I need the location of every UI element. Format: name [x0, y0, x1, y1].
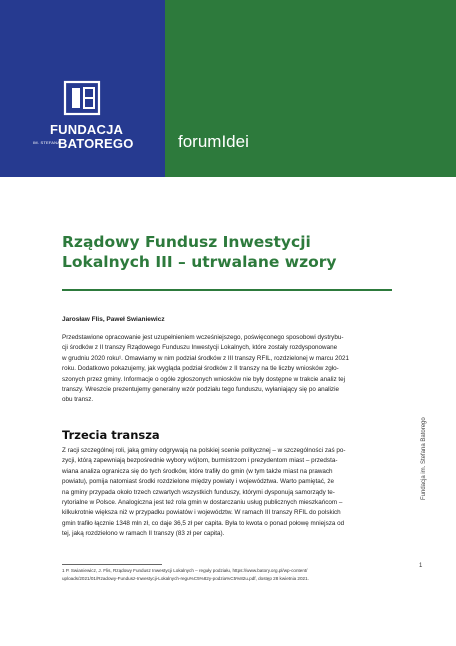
text-line: Przedstawione opracowanie jest uzupełnieniem wcześniejszego, poświęconego sposobowi dystrybu- — [62, 334, 344, 341]
text-line: obu transz. — [62, 396, 94, 404]
text-line: w grudniu 2020 roku¹. Omawiamy w nim podział środków z III transzy RFIL, rozdzielonej w marcu 2021 — [62, 354, 349, 362]
text-line: gmin trafiło łącznie 1348 mln zł, co daje 36,5 zł per capita. Była to kwota o ponad połowę mniejsza od — [62, 519, 345, 527]
footnote — [62, 567, 402, 583]
title-line: Lokalnych III – utrwalane wzory — [62, 253, 337, 271]
text-line: na gminy przypada około trzech czwartych wszystkich funduszy, którymi dysponują samorządy te- — [62, 488, 335, 496]
side-label-text: Fundacja im. Stefana Batorego — [421, 417, 427, 500]
section-heading: Trzecia transza — [62, 428, 160, 442]
footnote-line: 1 P. Swianiewicz, J. Flis, Rządowy Fundusz Inwestycji Lokalnych – reguły podziału, https://www.batory.org.pl/wp-content/ — [62, 568, 308, 573]
text-line: Z racji szczególnej roli, jaką gminy odgrywają na polskiej scenie politycznej – w szczególności zaś po- — [62, 447, 346, 454]
page-number: 1 — [419, 563, 423, 569]
text-line: wiana analiza ogranicza się do tych środków, które trafiły do gmin (w tym także miast na prawach — [62, 467, 333, 475]
text-line: roku. Dodatkowo pokazujemy, jak wygląda podział środków z II transzy na tle liczby wniosków zgło- — [62, 365, 339, 373]
section-paragraph — [62, 446, 394, 540]
text-line: szonych przez gminy. Informacje o ogóle zgłoszonych wniosków nie były dostępne w trakcie analiz tej — [62, 375, 346, 383]
title-divider — [62, 289, 392, 291]
intro-paragraph — [62, 333, 394, 406]
footnote-divider — [62, 564, 162, 565]
brand-forumidei: forumIdei — [178, 132, 249, 151]
text-line: tej, jaką rozdzielono w ramach II transzy (83 zł per capita). — [62, 530, 225, 538]
authors: Jarosław Flis, Paweł Swianiewicz — [62, 316, 165, 323]
logo-text-im-stefana: IM. STEFANA — [33, 140, 61, 145]
side-label — [421, 417, 431, 510]
text-line: kilkukrotnie większa niż w przypadku powiatów i województw. W ramach III transzy RFIL do polskich — [62, 509, 341, 517]
text-line: rytorialne w Polsce. Analogiczna jest też rola gmin w dostarczaniu usług publicznych mieszkańcom – — [62, 499, 343, 507]
text-line: powiatu), pomija natomiast środki rozdzielone między powiaty i województwa. Warto pamiętać, że — [62, 478, 335, 486]
text-line: zycji, którą zapewniają bezpośrednie wybory wójtom, burmistrzom i prezydentom miast – przedsta- — [62, 457, 338, 465]
text-line: cji środków z II transzy Rządowego Funduszu Inwestycji Lokalnych, które zostały rozdysponowane — [62, 344, 338, 352]
logo-text-fundacja: FUNDACJA — [50, 122, 124, 137]
title-line: Rządowy Fundusz Inwestycji — [62, 233, 311, 251]
document-title — [62, 232, 362, 272]
text-line: transzy. Wreszcie prezentujemy generalny wzór podziału tego funduszu, wyłaniający się po analizie — [62, 386, 339, 394]
logo-text-batorego: BATOREGO — [58, 136, 134, 151]
foundation-logo-icon — [63, 80, 101, 116]
footnote-line: uploads/2021/01/Rzadowy-Fundusz-Inwestycji-Lokalnych-regu%C5%82y-podzia%C5%82u.pdf, dostęp 28 kwietnia 2021. — [62, 576, 309, 581]
